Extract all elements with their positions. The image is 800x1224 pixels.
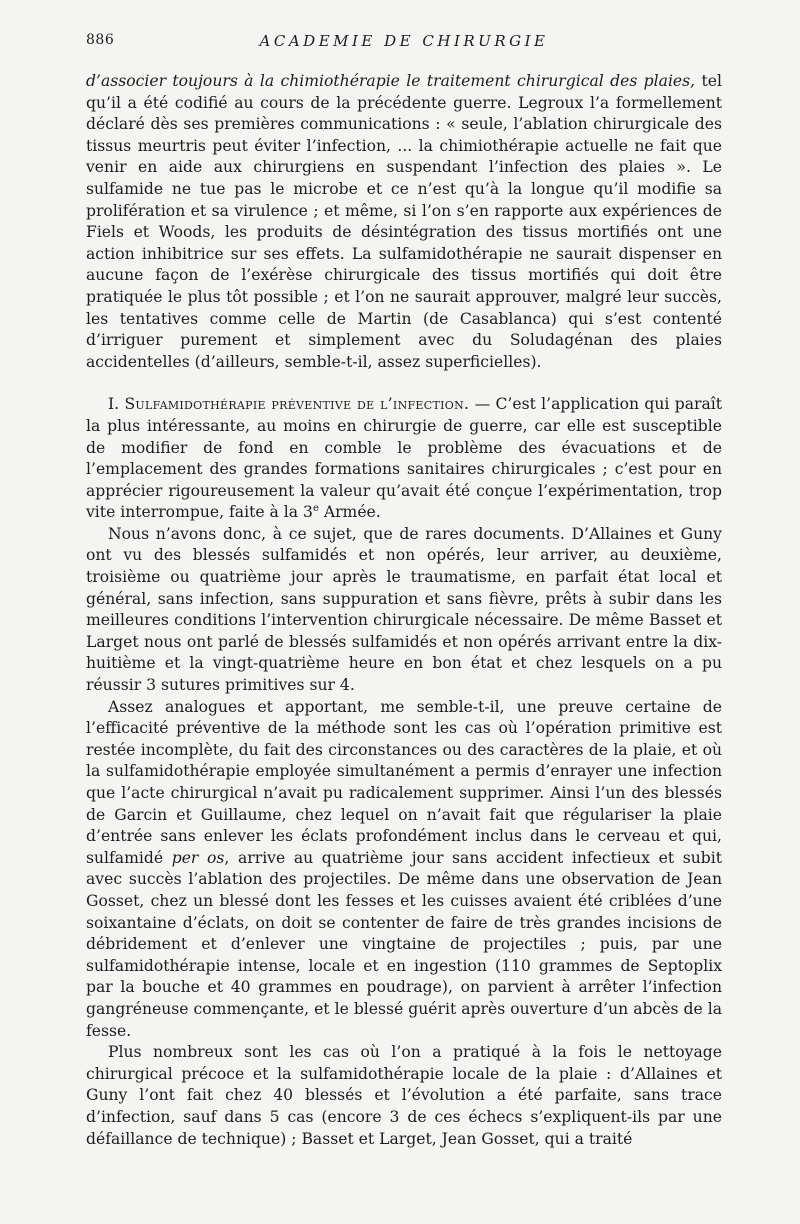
paragraph: Plus nombreux sont les cas où l’on a pratiqué à la fois le nettoyage chirurgical précoce et la sulfamidothérapie locale de la plaie : d’Allaines et Guny l’ont fait chez 40 blessés et l’évolution a été parfaite, sans trace d’infection, sauf dans 5 cas (encore 3 de ces échecs s’expliquent-ils par une défaillance de technique) ; Basset et Larget, Jean Gosset, qui a traité <box>86 1043 722 1148</box>
italic-phrase: d’associer toujours à la chimiothérapie le traitement chirurgical des plaies, <box>86 72 696 90</box>
paragraph: Nous n’avons donc, à ce sujet, que de rares documents. D’Allaines et Guny ont vu des blessés sulfamidés et non opérés, leur arriver, au deuxième, troisième ou quatrième jour après le traumatisme, en parfait état local et général, sans infection, sans suppuration et sans fièvre, prêts à subir dans les meilleures conditions l’intervention chirurgicale nécessaire. De même Basset et Larget nous ont parlé de blessés sulfamidés et non opérés arrivant entre la dix-huitième et la vingt-quatrième heure en bon état et chez lesquels on a pu réussir 3 sutures primitives sur 4. <box>86 524 722 695</box>
ordinal-superscript: e <box>312 503 319 515</box>
paragraph-text: — C’est l’application qui paraît la plus intéressante, au moins en chirurgie de guerre, car elle est susceptible de modifier de fond en comble le problème des évacuations et de l’emplacement des grandes formations sanitaires chirurgicales ; c’est pour en apprécier rigoureusement la valeur qu’avait été conçue l’expérimentation, trop vite interrompue, faite à la 3 <box>86 395 722 522</box>
running-title: ACADEMIE DE CHIRURGIE <box>259 32 549 50</box>
body-text <box>86 71 722 1150</box>
page-header <box>86 32 722 56</box>
paragraph-text: tel qu’il a été codifié au cours de la précédente guerre. Legroux l’a formellement déclaré dès ses premières communications : « seule, l’ablation chirurgicale des tissus meurtris peut éviter l’infection, ... la chimiothérapie actuelle ne fait que venir en aide aux chirurgiens en suspendant l’infection des plaies ». Le sulfamide ne tue pas le microbe et ce n’est qu’à la longue qu’il modifie sa prolifération et sa virulence ; et même, si l’on s’en rapporte aux expériences de Fiels et Woods, les produits de désintégration des tissus mortifiés ont une action inhibitrice sur ses effets. La sulfamidothérapie ne saurait dispenser en aucune façon de l’exérèse chirurgicale des tissus mortifiés qui doit être pratiquée le plus tôt possible ; et l’on ne saurait approuver, malgré leur succès, les tentatives comme celle de Martin (de Casablanca) qui s’est contenté d’irriguer purement et simplement avec du Soludagénan des plaies accidentelles (d’ailleurs, semble-t-il, assez superficielles). <box>86 72 722 371</box>
paragraph-text: , arrive au quatrième jour sans accident infectieux et subit avec succès l’ablation des projectiles. De même dans une observation de Jean Gosset, chez un blessé dont les fesses et les cuisses avaient été criblées d’une soixantaine d’éclats, on doit se contenter de faire de très grandes incisions de débridement et d’enlever une vingtaine de projectiles ; puis, par une sulfamidothérapie intense, locale et en ingestion (110 grammes de Septoplix par la bouche et 40 grammes en poudrage), on parvient à arrêter l’infection gangréneuse commençante, et le blessé guérit après ouverture d’un abcès de la fesse. <box>86 848 723 1040</box>
page-number: 886 <box>86 32 115 48</box>
paragraph <box>86 697 722 1043</box>
italic-phrase: per os <box>171 848 225 867</box>
paragraph-text: Armée. <box>318 503 381 522</box>
section-number: I. <box>108 395 125 414</box>
paragraph-text: Assez analogues et apportant, me semble-t-il, une preuve certaine de l’efficacité préventive de la méthode sont les cas où l’opération primitive est restée incomplète, du fait des circonstances ou des caractères de la plaie, et où la sulfamidothérapie employée simultanément a permis d’enrayer une infection que l’acte chirurgical n’avait pu radicalement supprimer. Ainsi l’un des blessés de Garcin et Guillaume, chez lequel on n’avait fait que régulariser la plaie d’entrée sans enlever les éclats profondément inclus dans le cerveau et qui, sulfamidé <box>86 697 722 867</box>
paragraph-continued <box>86 71 722 373</box>
section-heading: Sulfamidothérapie préventive de l’infection. <box>124 395 470 414</box>
section-paragraph <box>86 394 722 524</box>
